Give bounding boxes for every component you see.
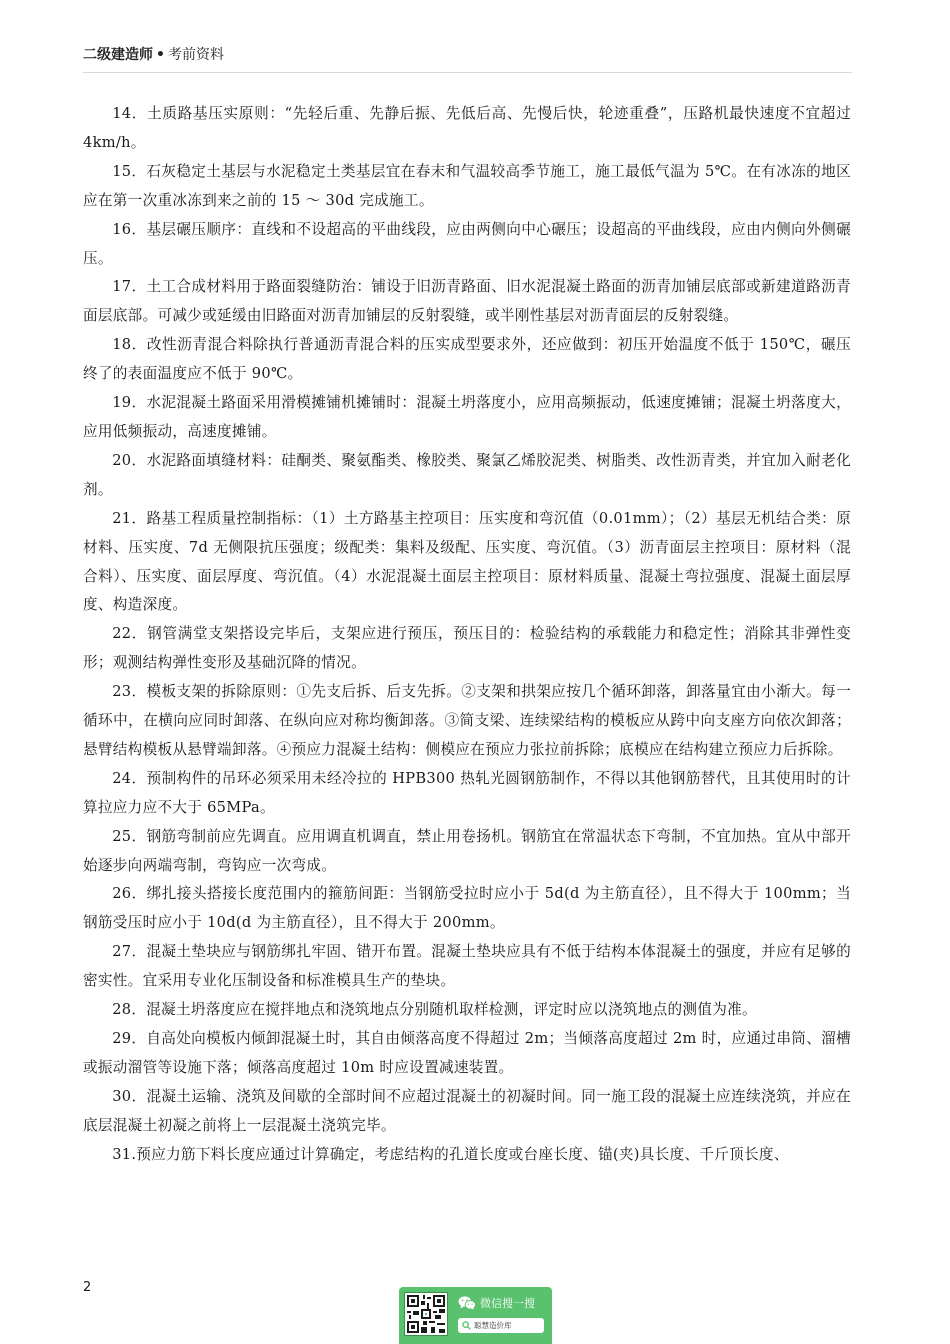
paragraph: 17．土工合成材料用于路面裂缝防治：铺设于旧沥青路面、旧水泥混凝土路面的沥青加铺层底部或新建道路沥青面层底部。可减少或延缓由旧路面对沥青加铺层的反射裂缝，或半刚性基层对沥青面层的反射裂缝。 bbox=[83, 278, 851, 325]
wechat-search-box[interactable] bbox=[458, 1318, 544, 1333]
paragraph: 26．绑扎接头搭接长度范围内的箍筋间距：当钢筋受拉时应小于 5d(d 为主筋直径），且不得大于 100mm；当钢筋受压时应小于 10d(d 为主筋直径），且不得大于 200mm。 bbox=[83, 885, 851, 932]
paragraph: 15．石灰稳定土基层与水泥稳定土类基层宜在春末和气温较高季节施工，施工最低气温为 5℃。在有冰冻的地区应在第一次重冰冻到来之前的 15 ～ 30d 完成施工。 bbox=[83, 162, 851, 209]
paragraph: 21．路基工程质量控制指标：（1）土方路基主控项目：压实度和弯沉值（0.01mm）；（2）基层无机结合类：原材料、压实度、7d 无侧限抗压强度；级配类：集料及级配、压实度、弯沉值。（3）沥青面层主控项目：原材料（混合料）、压实度、面层厚度、弯沉值。（4）水泥混凝土面层主控项目：原材料质量、混凝土弯拉强度、混凝土面层厚度、构造深度。 bbox=[83, 509, 851, 614]
wechat-search-banner[interactable] bbox=[399, 1287, 552, 1344]
search-icon bbox=[462, 1321, 471, 1330]
paragraph: 24．预制构件的吊环必须采用未经冷拉的 HPB300 热轧光圆钢筋制作，不得以其他钢筋替代，且其使用时的计算拉应力应不大于 65MPa。 bbox=[83, 769, 851, 816]
wechat-search-label bbox=[458, 1294, 546, 1312]
paragraph: 19．水泥混凝土路面采用滑模摊铺机摊铺时：混凝土坍落度小，应用高频振动，低速度摊铺；混凝土坍落度大，应用低频振动，高速度摊铺。 bbox=[83, 394, 851, 440]
qr-code-icon bbox=[404, 1292, 448, 1336]
paragraph: 20．水泥路面填缝材料：硅酮类、聚氨酯类、橡胶类、聚氯乙烯胶泥类、树脂类、改性沥青类，并宜加入耐老化剂。 bbox=[83, 451, 851, 498]
page-header bbox=[83, 44, 224, 64]
wechat-icon bbox=[458, 1296, 476, 1310]
paragraph: 18．改性沥青混合料除执行普通沥青混合料的压实成型要求外，还应做到：初压开始温度不低于 150℃，碾压终了的表面温度应不低于 90℃。 bbox=[83, 336, 851, 383]
paragraph: 14．土质路基压实原则：“先轻后重、先静后振、先低后高、先慢后快，轮迹重叠”，压路机最快速度不宜超过 4km/h。 bbox=[83, 105, 851, 151]
wechat-label: 微信搜一搜 bbox=[480, 1297, 535, 1310]
paragraph: 27．混凝土垫块应与钢筋绑扎牢固、错开布置。混凝土垫块应具有不低于结构本体混凝土的强度，并应有足够的密实性。宜采用专业化压制设备和标准模具生产的垫块。 bbox=[83, 943, 851, 990]
paragraph: 28．混凝土坍落度应在搅拌地点和浇筑地点分别随机取样检测，评定时应以浇筑地点的测值为准。 bbox=[112, 1001, 757, 1019]
page-number: 2 bbox=[83, 1280, 92, 1295]
paragraph: 16．基层碾压顺序：直线和不设超高的平曲线段，应由两侧向中心碾压；设超高的平曲线段，应由内侧向外侧碾压。 bbox=[83, 220, 851, 267]
paragraph: 23．模板支架的拆除原则：①先支后拆、后支先拆。②支架和拱架应按几个循环卸落，卸落量宜由小渐大。每一循环中，在横向应同时卸落、在纵向应对称均衡卸落。③简支梁、连续梁结构的模板应从跨中向支座方向依次卸落；悬臂结构模板从悬臂端卸落。④预应力混凝土结构：侧模应在预应力张拉前拆除；底模应在结构建立预应力后拆除。 bbox=[83, 683, 851, 758]
header-separator: • bbox=[156, 47, 165, 63]
paragraph: 25．钢筋弯制前应先调直。应用调直机调直，禁止用卷扬机。钢筋宜在常温状态下弯制，不宜加热。宜从中部开始逐步向两端弯制，弯钩应一次弯成。 bbox=[83, 827, 851, 874]
paragraph: 29．自高处向模板内倾卸混凝土时，其自由倾落高度不得超过 2m；当倾落高度超过 2m 时，应通过串筒、溜槽或振动溜管等设施下落；倾落高度超过 10m 时应设置减速装置。 bbox=[83, 1030, 851, 1076]
document-body bbox=[83, 100, 851, 1170]
paragraph: 30．混凝土运输、浇筑及间歇的全部时间不应超过混凝土的初凝时间。同一施工段的混凝土应连续浇筑，并应在底层混凝土初凝之前将上一层混凝土浇筑完毕。 bbox=[83, 1087, 851, 1134]
paragraph: 31.预应力筋下料长度应通过计算确定，考虑结构的孔道长度或台座长度、锚(夹)具长度、千斤顶长度、 bbox=[112, 1145, 789, 1163]
header-subtitle: 考前资料 bbox=[167, 47, 224, 63]
header-title: 二级建造师 bbox=[83, 47, 153, 63]
header-divider bbox=[83, 72, 852, 73]
paragraph: 22．钢管满堂支架搭设完毕后，支架应进行预压，预压目的：检验结构的承载能力和稳定性；消除其非弹性变形；观测结构弹性变形及基础沉降的情况。 bbox=[83, 625, 851, 672]
search-text: 聪慧造价库 bbox=[474, 1321, 512, 1330]
